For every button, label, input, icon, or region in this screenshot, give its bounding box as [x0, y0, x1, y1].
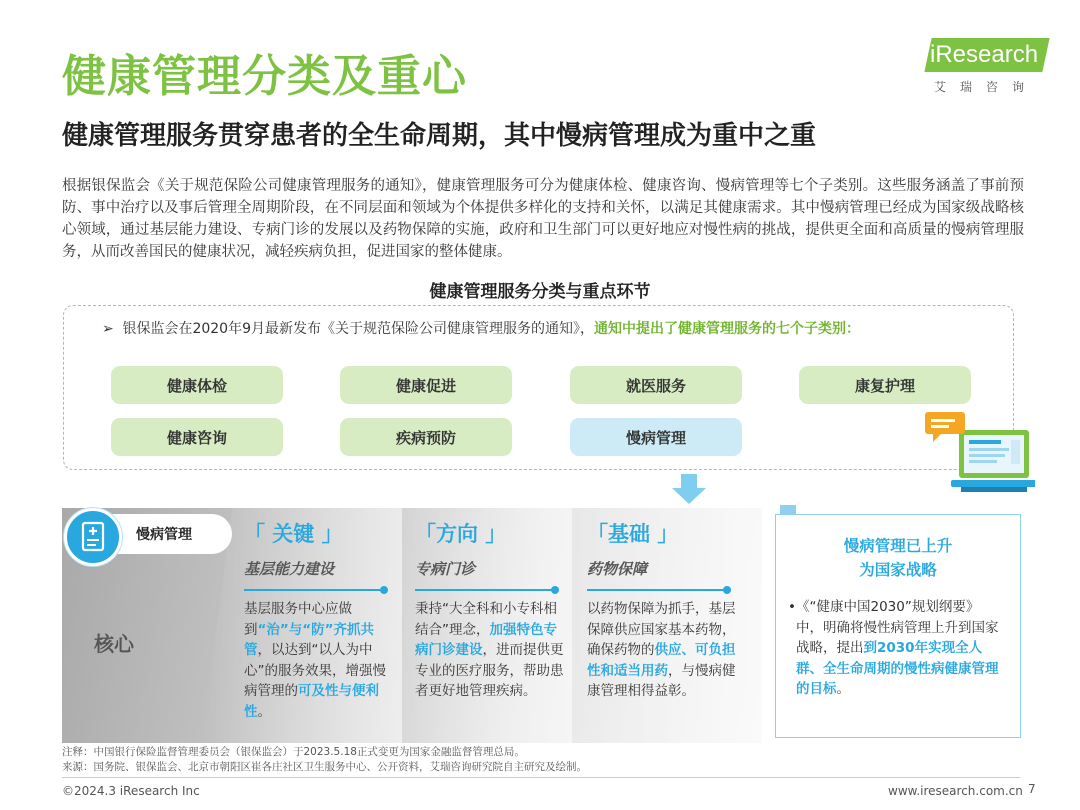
page-subtitle: 健康管理服务贯穿患者的全生命周期，其中慢病管理成为重中之重 — [62, 121, 817, 151]
column-head: 「基础 」 — [587, 522, 679, 546]
section-title: 健康管理服务分类与重点环节 — [429, 282, 651, 302]
column-body: 秉持“大全科和小专科相结合”理念，加强特色专病门诊建设，进而提供更专业的医疗服务，帮助患者更好地管理疾病。 — [415, 601, 564, 699]
chronic-disease-tag: 慢病管理 — [96, 514, 232, 554]
footer-divider — [62, 777, 1020, 778]
core-column-foundation — [587, 518, 737, 702]
down-arrow-icon — [672, 474, 706, 504]
page-title: 健康管理分类及重心 — [62, 51, 467, 102]
column-sub: 药物保障 — [587, 560, 648, 578]
category-pill: 就医服务 — [570, 366, 742, 404]
bullet-icon: • — [788, 599, 796, 615]
notes — [62, 745, 587, 775]
column-sub: 专病门诊 — [415, 560, 476, 578]
category-pill: 健康咨询 — [111, 418, 283, 456]
column-body: 基层服务中心应做到“治”与“防”齐抓共管，以达到“以人为中心”的服务效果，增强慢病管理的可及性与便利性。 — [244, 601, 386, 720]
bullet-arrow-icon: ➢ — [102, 321, 114, 337]
intro-paragraph: 根据银保监会《关于规范保险公司健康管理服务的通知》，健康管理服务可分为健康体检、健康咨询、慢病管理等七个子类别。这些服务涵盖了事前预防、事中治疗以及事后管理全周期阶段，在不同层面和领域为个体提供多样化的支持和关怀，以满足其健康需求。其中慢病管理已经成为国家级战略核心领域，通过基层能力建设、专病门诊的发展以及药物保障的实施，政府和卫生部门可以更好地应对慢性病的挑战，提供更全面和高质量的慢病管理服务，从而改善国民的健康状况，减轻疾病负担，促进国家的整体健康。 — [62, 178, 1024, 260]
column-head: 「 关键 」 — [244, 522, 343, 546]
notice-text — [102, 318, 962, 340]
core-column-key — [244, 518, 394, 722]
note-text: 注释：中国银行保险监督管理委员会（银保监会）于2023.5.18正式变更为国家金融监督管理总局。 — [62, 746, 525, 758]
column-divider — [244, 589, 384, 591]
category-pill: 健康体检 — [111, 366, 283, 404]
category-pill: 康复护理 — [799, 366, 971, 404]
column-head: 「方向 」 — [415, 522, 507, 546]
category-pill: 疾病预防 — [340, 418, 512, 456]
core-label: 核心 — [94, 632, 134, 656]
strategy-title-line: 慢病管理已上升 — [843, 537, 953, 555]
strategy-tab-decoration — [780, 505, 796, 515]
website-link[interactable]: www.iresearch.com.cn — [888, 784, 1023, 798]
logo-cn-text: 艾瑞咨询 — [934, 80, 1039, 94]
column-body: 以药物保障为抓手，基层保障供应国家基本药物，确保药物的供应、可负担性和适当用药，与慢病健康管理相得益彰。 — [587, 601, 736, 699]
document-icon — [64, 508, 122, 566]
notice-body: 银保监会在2020年9月最新发布《关于规范保险公司健康管理服务的通知》， — [122, 321, 594, 337]
strategy-title-line: 为国家战略 — [859, 561, 937, 579]
iresearch-logo — [928, 38, 1048, 100]
logo-text: iResearch — [930, 41, 1039, 68]
computer-chat-icon — [925, 412, 1035, 496]
category-pill-highlighted: 慢病管理 — [570, 418, 742, 456]
source-text: 来源：国务院、银保监会、北京市朝阳区崔各庄社区卫生服务中心、公开资料，艾瑞咨询研究院自主研究及绘制。 — [62, 761, 587, 773]
strategy-title — [775, 534, 1021, 582]
category-pill: 健康促进 — [340, 366, 512, 404]
strategy-body: • 《“健康中国2030”规划纲要》中，明确将慢性病管理上升到国家战略，提出到2030年实现全人群、全生命周期的慢性病健康管理的目标。 — [788, 599, 999, 697]
notice-highlight: 通知中提出了健康管理服务的七个子类别： — [594, 321, 860, 337]
copyright: ©2024.3 iResearch Inc — [62, 784, 200, 798]
page-number: 7 — [1028, 782, 1036, 796]
column-divider — [415, 589, 555, 591]
column-divider — [587, 589, 727, 591]
core-column-direction — [415, 518, 565, 702]
column-sub: 基层能力建设 — [244, 560, 335, 578]
